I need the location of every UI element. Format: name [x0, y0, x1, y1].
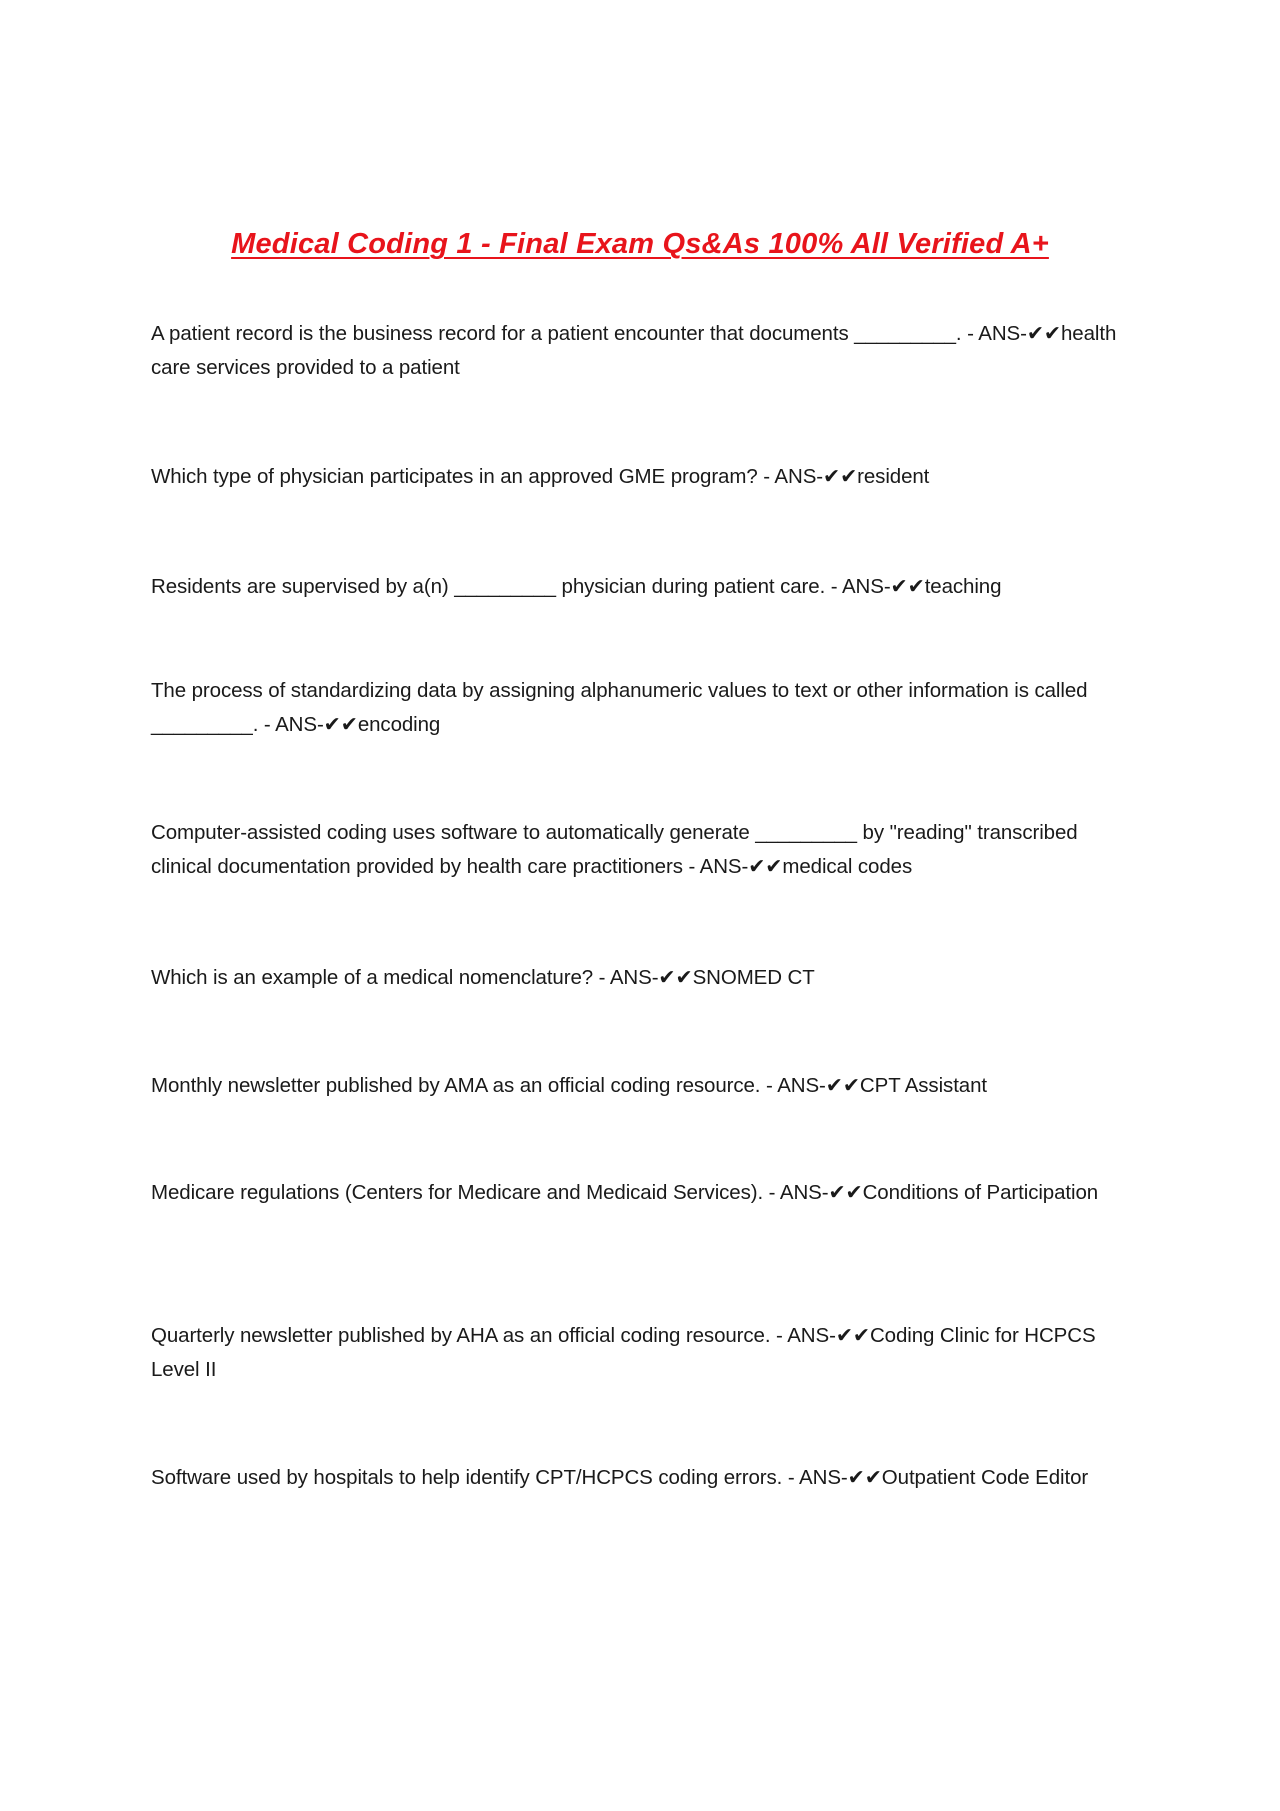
- qa-item: Residents are supervised by a(n) _________ physician during patient care. - ANS-✔✔teaching: [151, 574, 1002, 598]
- qa-item: Software used by hospitals to help identify CPT/HCPCS coding errors. - ANS-✔✔Outpatient Code Editor: [151, 1465, 1089, 1489]
- qa-item: Quarterly newsletter published by AHA as an official coding resource. - ANS-✔✔Coding Clinic for HCPCS Level II: [151, 1323, 1096, 1381]
- document-title: Medical Coding 1 - Final Exam Qs&As 100% All Verified A+: [231, 228, 1049, 260]
- qa-item: Computer-assisted coding uses software to automatically generate _________ by "reading" transcribed clinical documentation provided by health care practitioners - ANS-✔✔medical codes: [151, 820, 1078, 878]
- qa-item: Which is an example of a medical nomenclature? - ANS-✔✔SNOMED CT: [151, 965, 815, 989]
- qa-item: Monthly newsletter published by AMA as an official coding resource. - ANS-✔✔CPT Assistant: [151, 1073, 987, 1097]
- qa-item: The process of standardizing data by assigning alphanumeric values to text or other information is called _________. - ANS-✔✔encoding: [151, 678, 1088, 736]
- qa-item: A patient record is the business record for a patient encounter that documents _________. - ANS-✔✔health care services provided to a patient: [151, 321, 1117, 379]
- qa-item: Medicare regulations (Centers for Medicare and Medicaid Services). - ANS-✔✔Conditions of Participation: [151, 1180, 1099, 1204]
- qa-item: Which type of physician participates in an approved GME program? - ANS-✔✔resident: [151, 464, 930, 488]
